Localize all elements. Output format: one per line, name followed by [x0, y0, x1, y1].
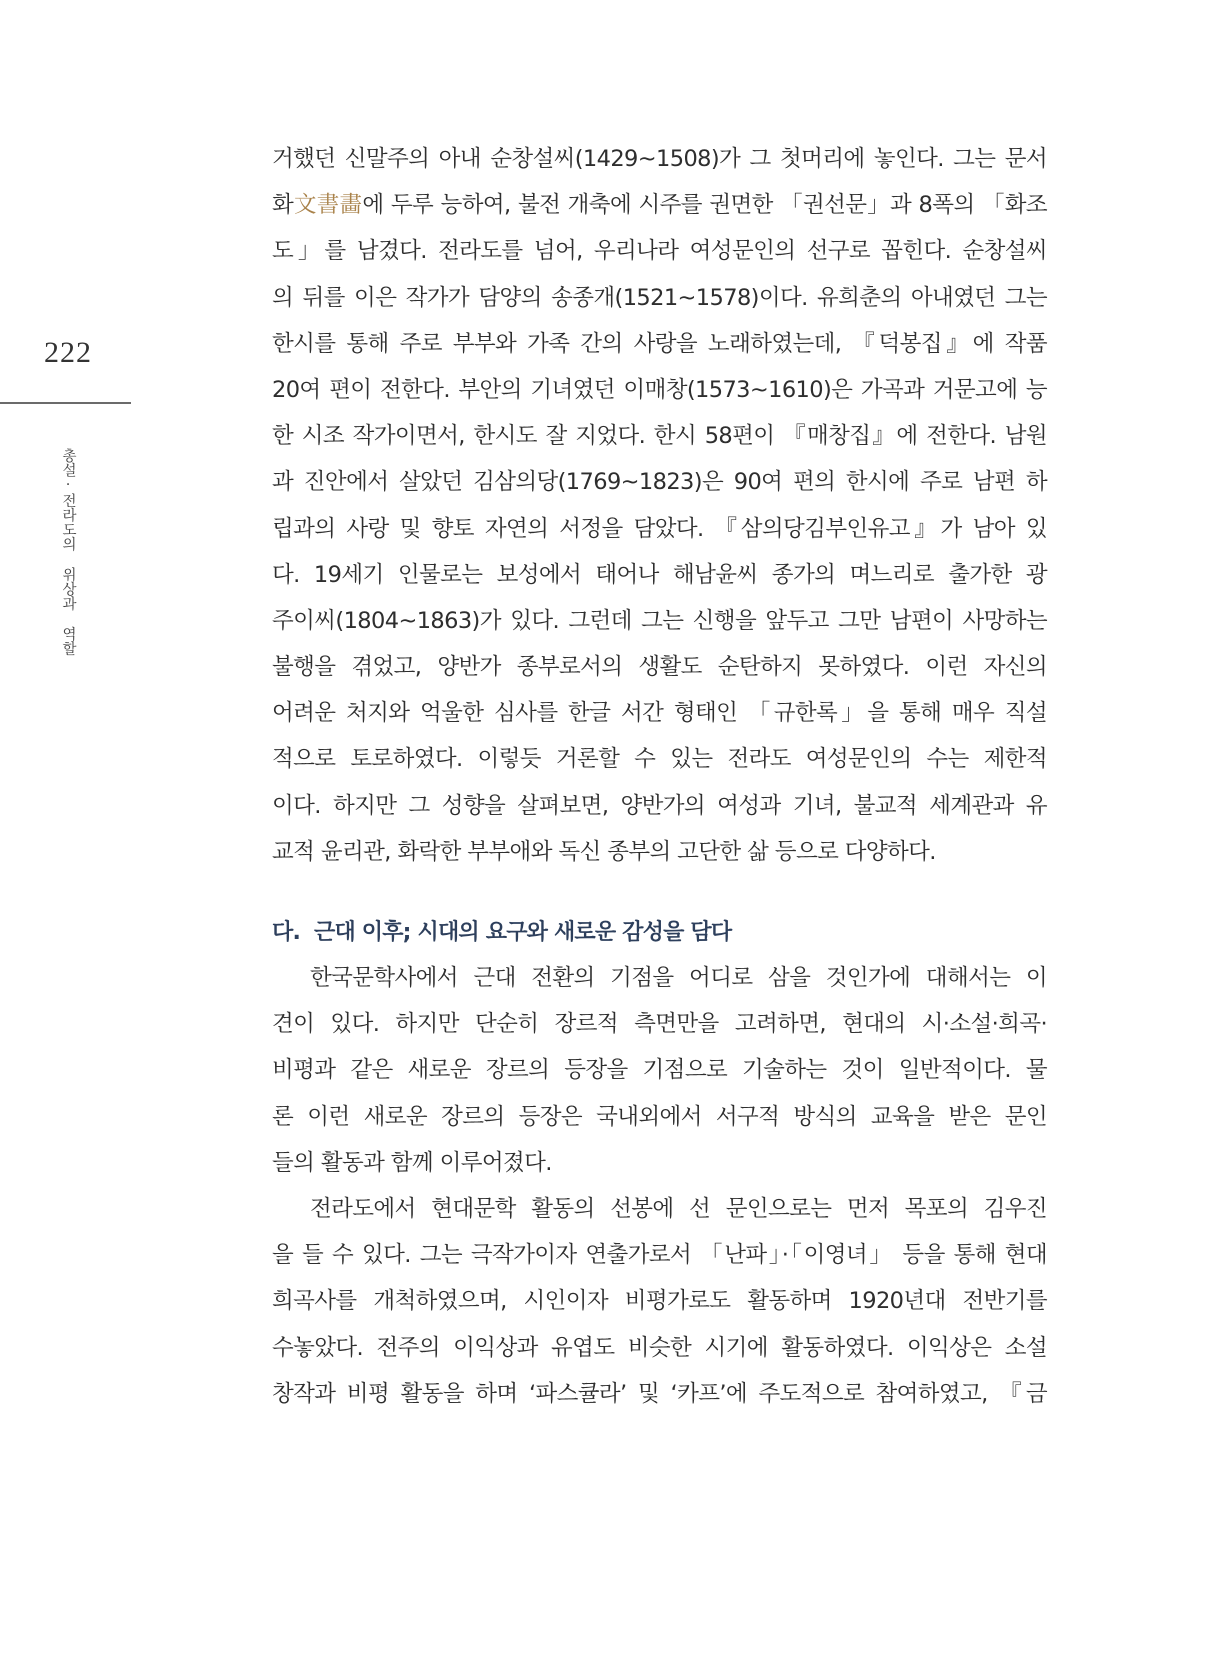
text-line: 한시를 통해 주로 부부와 가족 간의 사랑을 노래하였는데, 『덕봉집』에 작품 — [272, 330, 1047, 357]
text-line: 다. 19세기 인물로는 보성에서 태어나 해남윤씨 종가의 며느리로 출가한 광 — [272, 561, 1047, 588]
text-line: 들의 활동과 함께 이루어졌다. — [272, 1149, 552, 1176]
text-line: 교적 윤리관, 화락한 부부애와 독신 종부의 고단한 삶 등으로 다양하다. — [272, 838, 936, 865]
text-line: 창작과 비평 활동을 하며 ‘파스큘라’ 및 ‘카프’에 주도적으로 참여하였고, 『금 — [272, 1380, 1047, 1407]
text-line: 20여 편이 전한다. 부안의 기녀였던 이매창(1573~1610)은 가곡과 거문고에 능 — [272, 376, 1047, 403]
text-fragment: 화 — [272, 192, 294, 219]
text-line: 론 이런 새로운 장르의 등장은 국내외에서 서구적 방식의 교육을 받은 문인 — [272, 1103, 1047, 1130]
text-line: 거했던 신말주의 아내 순창설씨(1429~1508)가 그 첫머리에 놓인다. 그는 문서 — [272, 146, 1047, 172]
section-gap — [272, 875, 1047, 895]
hanja-annotation: 文書畵 — [293, 192, 363, 219]
paragraph-3 — [272, 1186, 1047, 1417]
text-line: 립과의 사랑 및 향토 자연의 서정을 담았다. 『삼의당김부인유고』가 남아 있 — [272, 515, 1047, 542]
text-line: 과 진안에서 살았던 김삼의당(1769~1823)은 90여 편의 한시에 주로 남편 하 — [272, 469, 1047, 496]
section-title: 근대 이후; 시대의 요구와 새로운 감성을 담다 — [314, 920, 732, 945]
section-number: 다. — [272, 920, 301, 945]
paragraph-1 — [272, 136, 1047, 875]
text-line: 한국문학사에서 근대 전환의 기점을 어디로 삼을 것인가에 대해서는 이 — [310, 965, 1047, 991]
text-line: 도」를 남겼다. 전라도를 넘어, 우리나라 여성문인의 선구로 꼽힌다. 순창설씨 — [272, 238, 1047, 265]
text-line: 주이씨(1804~1863)가 있다. 그런데 그는 신행을 앞두고 그만 남편이 사망하는 — [272, 607, 1047, 634]
text-line: 수놓았다. 전주의 이익상과 유엽도 비슷한 시기에 활동하였다. 이익상은 소설 — [272, 1334, 1047, 1361]
text-fragment: 에 두루 능하여, 불전 개축에 시주를 권면한 「권선문」과 8폭의 「화조 — [362, 192, 1048, 219]
text-line: 견이 있다. 하지만 단순히 장르적 측면만을 고려하면, 현대의 시·소설·희곡· — [272, 1011, 1047, 1038]
body-text — [272, 136, 1047, 1417]
text-line: 적으로 토로하였다. 이렇듯 거론할 수 있는 전라도 여성문인의 수는 제한적 — [272, 746, 1047, 773]
section-heading — [272, 911, 1047, 955]
text-line: 의 뒤를 이은 작가가 담양의 송종개(1521~1578)이다. 유희춘의 아내였던 그는 — [272, 284, 1047, 311]
text-line — [272, 182, 1047, 228]
paragraph-2 — [272, 955, 1047, 1186]
text-line: 이다. 하지만 그 성향을 살펴보면, 양반가의 여성과 기녀, 불교적 세계관과 유 — [272, 792, 1047, 819]
margin-rule — [0, 402, 131, 404]
text-line: 비평과 같은 새로운 장르의 등장을 기점으로 기술하는 것이 일반적이다. 물 — [272, 1057, 1047, 1084]
text-line: 한 시조 작가이면서, 한시도 잘 지었다. 한시 58편이 『매창집』에 전한다. 남원 — [272, 423, 1047, 450]
text-line: 을 들 수 있다. 그는 극작가이자 연출가로서 「난파」·「이영녀」 등을 통해 현대 — [272, 1242, 1047, 1269]
text-line: 전라도에서 현대문학 활동의 선봉에 선 문인으로는 먼저 목포의 김우진 — [310, 1195, 1047, 1222]
page-number: 222 — [44, 336, 92, 369]
text-line: 불행을 겪었고, 양반가 종부로서의 생활도 순탄하지 못하였다. 이런 자신의 — [272, 654, 1047, 681]
running-title: 총설·전라도의 위상과 역할 — [60, 448, 76, 656]
text-line: 어려운 처지와 억울한 심사를 한글 서간 형태인 「규한록」을 통해 매우 직설 — [272, 700, 1047, 727]
text-line: 희곡사를 개척하였으며, 시인이자 비평가로도 활동하며 1920년대 전반기를 — [272, 1288, 1047, 1315]
